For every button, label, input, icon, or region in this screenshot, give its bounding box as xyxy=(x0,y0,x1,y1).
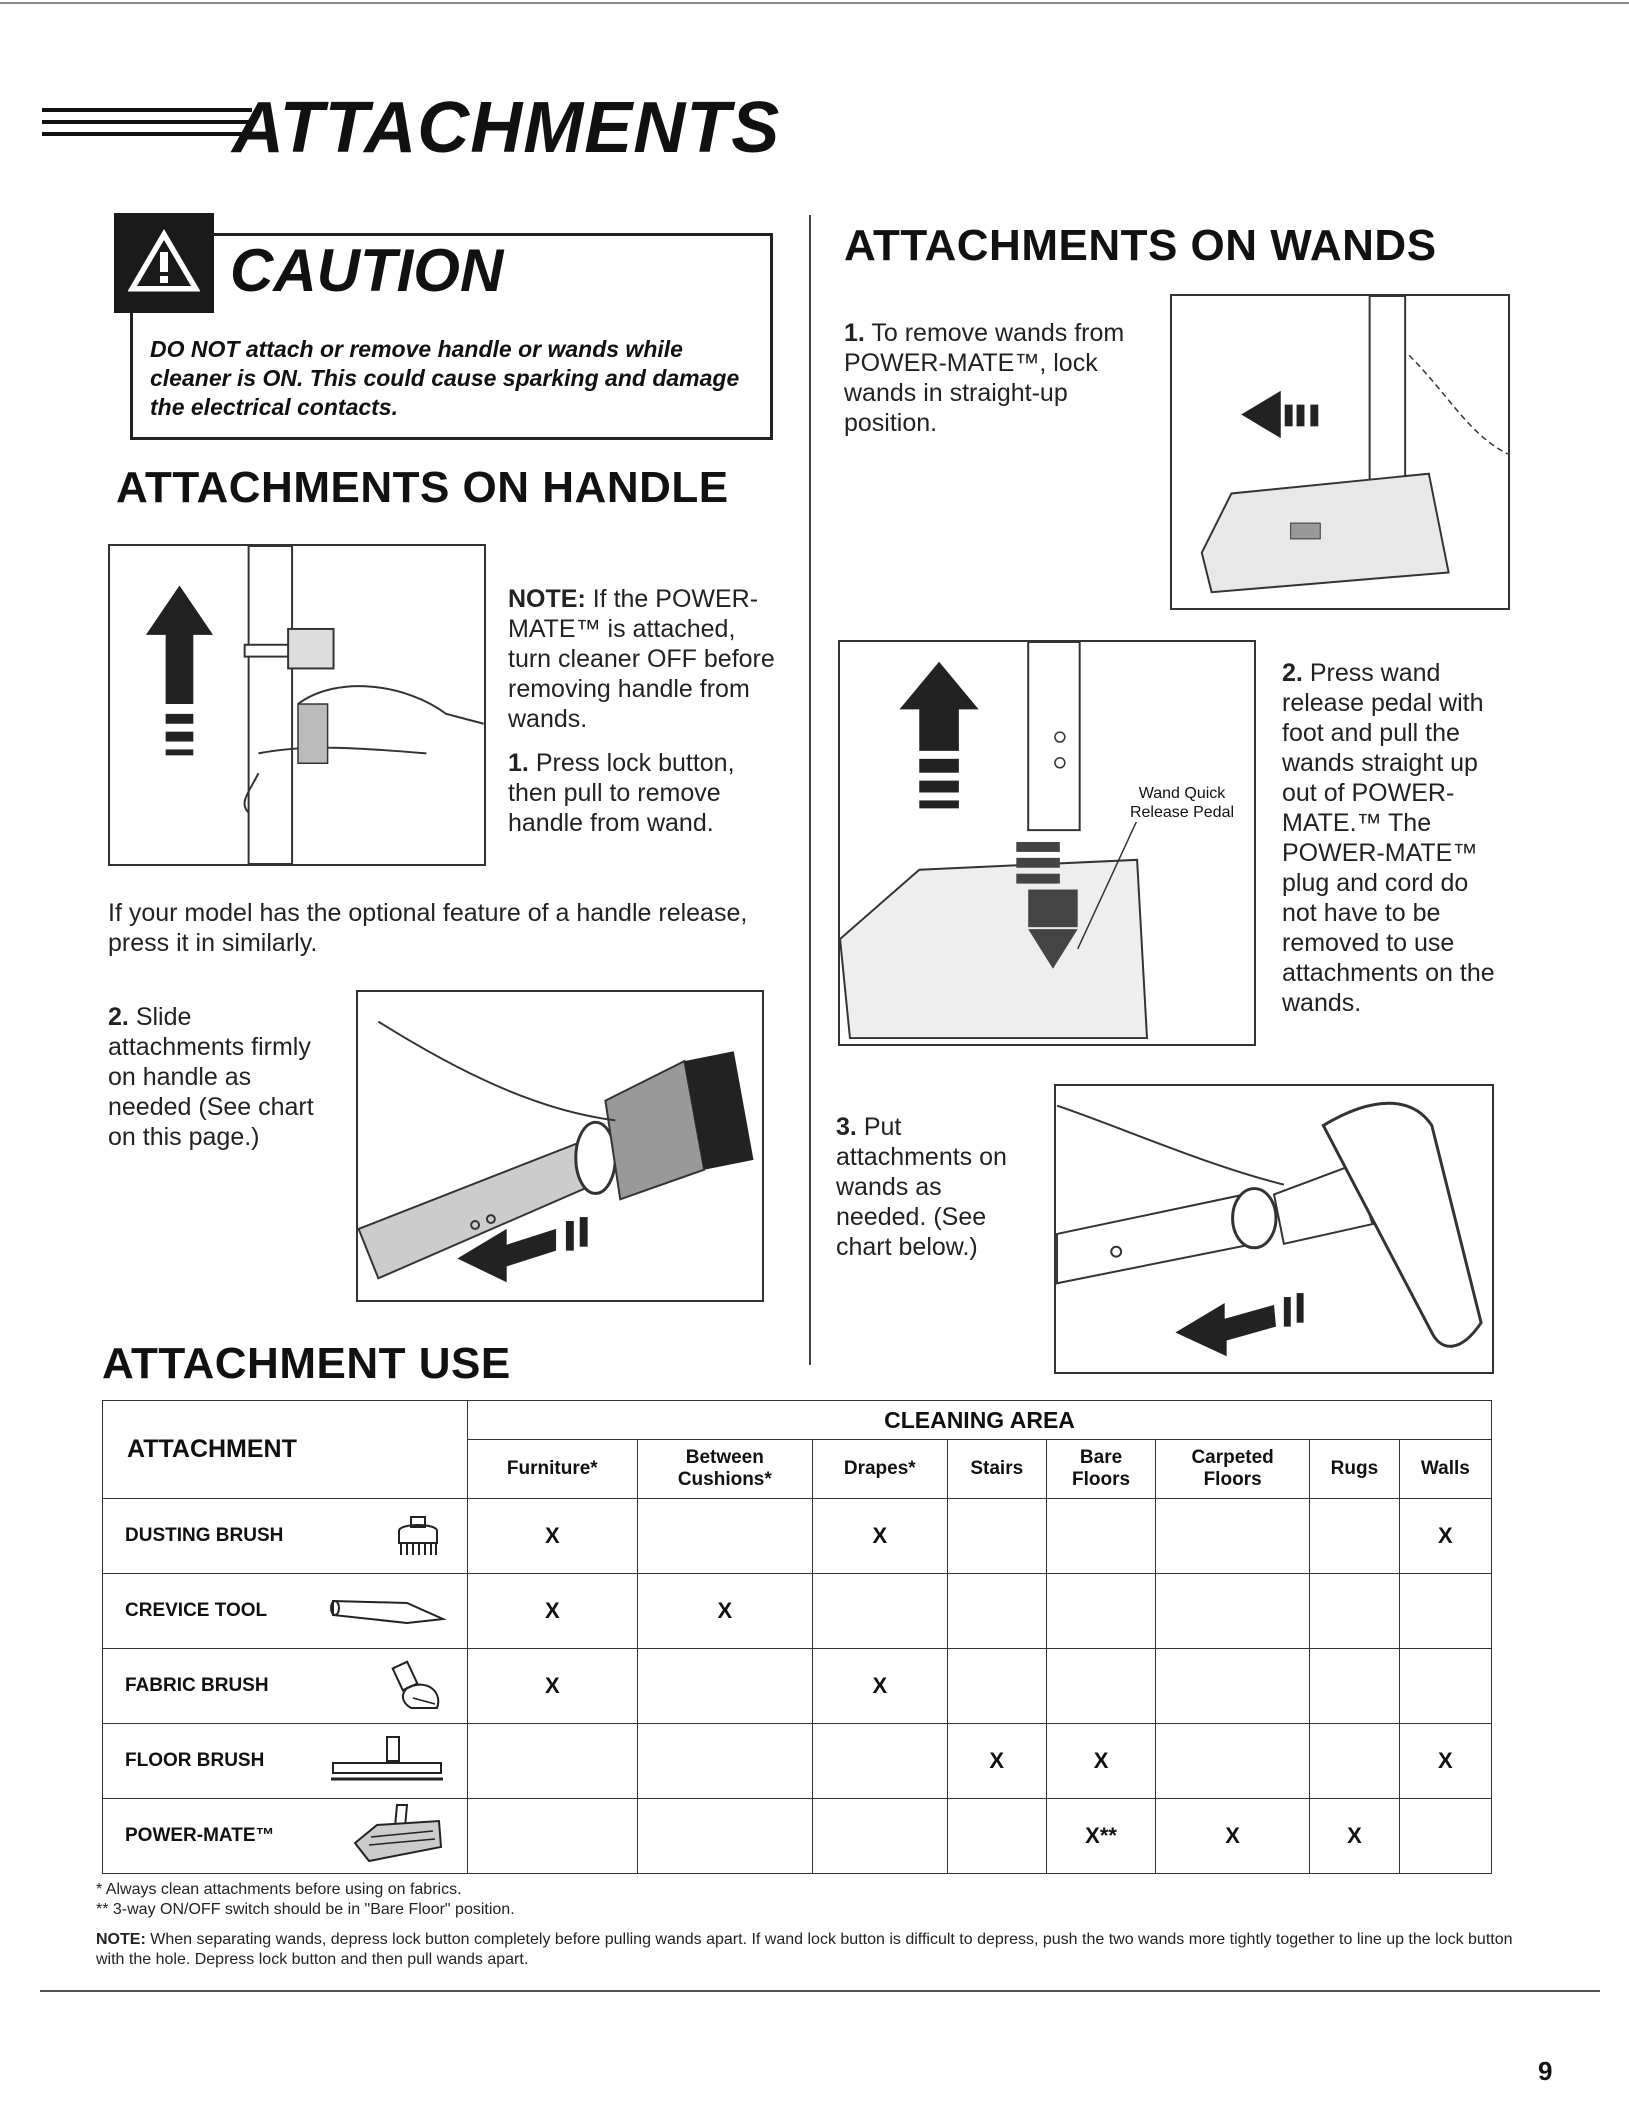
handle-note-text: If the POWER-MATE™ is attached, turn cleaner OFF before removing handle from wands. xyxy=(508,585,775,733)
pedal-label-line-2: Release Pedal xyxy=(1129,804,1235,821)
row-label: DUSTING BRUSH xyxy=(103,1499,468,1574)
table-cell xyxy=(1156,1499,1310,1574)
table-cell xyxy=(468,1799,638,1874)
row-label: CREVICE TOOL xyxy=(103,1574,468,1649)
table-cell: X xyxy=(1046,1724,1155,1799)
wands-step-2-text: Press wand release pedal with foot and pull the wands straight up out of POWER-MATE.™ The POWER-MATE™ plug and cord do not have to be removed to use attachments on the wands. xyxy=(1282,659,1495,1017)
column-divider xyxy=(809,215,811,1365)
table-row xyxy=(103,1724,1492,1799)
attachment-column-header: ATTACHMENT xyxy=(103,1401,468,1499)
page-title: ATTACHMENTS xyxy=(232,88,781,168)
handle-note xyxy=(508,584,778,734)
table-cell xyxy=(468,1724,638,1799)
title-speed-lines xyxy=(42,104,252,144)
handle-step-2-num: 2. xyxy=(108,1003,129,1031)
table-cell xyxy=(947,1649,1046,1724)
table-cell: X xyxy=(1399,1499,1491,1574)
handle-step-2 xyxy=(108,1002,318,1152)
handle-step-1-text: Press lock button, then pull to remove handle from wand. xyxy=(508,749,735,837)
dusting-brush-icon xyxy=(389,1513,447,1559)
row-label: POWER-MATE™ xyxy=(103,1799,468,1874)
table-cell: X xyxy=(468,1499,638,1574)
table-cell: X xyxy=(1156,1799,1310,1874)
up-arrow-icon xyxy=(899,662,978,751)
footnote-note-label: NOTE: xyxy=(96,1931,146,1948)
table-cell: X xyxy=(637,1574,812,1649)
use-section-heading: ATTACHMENT USE xyxy=(102,1339,511,1388)
power-mate-icon xyxy=(347,1803,447,1869)
wands-step-1-text: To remove wands from POWER-MATE™, lock wands in straight-up position. xyxy=(844,319,1125,437)
floor-brush-icon xyxy=(327,1733,447,1789)
table-cell xyxy=(1310,1574,1400,1649)
footnote-note-text: When separating wands, depress lock button completely before pulling wands apart. If wand lock button is difficult to depress, push the two wands more tightly together to line up the lock button with the hole. Depress lock button and then pull wands apart. xyxy=(96,1931,1513,1968)
column-header: Furniture* xyxy=(468,1440,638,1499)
left-arrow-icon xyxy=(1175,1303,1276,1356)
table-cell xyxy=(947,1574,1046,1649)
table-cell: X xyxy=(1310,1799,1400,1874)
wands-step-3-text: Put attachments on wands as needed. (See chart below.) xyxy=(836,1113,1007,1261)
table-cell xyxy=(947,1499,1046,1574)
table-cell xyxy=(1310,1499,1400,1574)
table-cell: X xyxy=(813,1649,948,1724)
table-cell xyxy=(637,1649,812,1724)
caution-text: DO NOT attach or remove handle or wands while cleaner is ON. This could cause sparking and damage the electrical contacts. xyxy=(150,336,740,420)
pedal-label-line-1: Wand Quick xyxy=(1138,785,1226,802)
wands-step-3 xyxy=(836,1112,1036,1262)
table-cell: X xyxy=(813,1499,948,1574)
table-cell xyxy=(1399,1649,1491,1724)
caution-title: CAUTION xyxy=(230,237,504,304)
dusting-brush-on-handle-illustration xyxy=(356,990,764,1302)
handle-removal-illustration xyxy=(108,544,486,866)
table-cell xyxy=(1046,1649,1155,1724)
table-cell xyxy=(637,1799,812,1874)
row-label: FABRIC BRUSH xyxy=(103,1649,468,1724)
column-header: Between Cushions* xyxy=(637,1440,812,1499)
table-cell xyxy=(813,1799,948,1874)
column-header: Bare Floors xyxy=(1046,1440,1155,1499)
column-header: Drapes* xyxy=(813,1440,948,1499)
footnote-asterisk-1: * Always clean attachments before using on fabrics. xyxy=(96,1881,462,1898)
row-label: FLOOR BRUSH xyxy=(103,1724,468,1799)
page-number: 9 xyxy=(1538,2056,1553,2086)
wands-step-2 xyxy=(1282,658,1502,1018)
table-cell xyxy=(1046,1574,1155,1649)
table-cell xyxy=(1156,1649,1310,1724)
column-header: Carpeted Floors xyxy=(1156,1440,1310,1499)
wands-step-3-num: 3. xyxy=(836,1113,857,1141)
table-cell xyxy=(1156,1574,1310,1649)
handle-note-label: NOTE: xyxy=(508,585,586,613)
footnote-note xyxy=(96,1930,1516,1970)
wands-lock-illustration xyxy=(1170,294,1510,610)
table-row xyxy=(103,1649,1492,1724)
table-cell xyxy=(1399,1799,1491,1874)
footnotes xyxy=(96,1880,1516,1970)
table-cell xyxy=(1310,1724,1400,1799)
handle-step-1 xyxy=(508,748,778,838)
wands-step-1 xyxy=(844,318,1144,438)
up-arrow-icon xyxy=(146,586,213,705)
table-row xyxy=(103,1574,1492,1649)
wand-release-pedal-label xyxy=(1112,784,1252,822)
table-cell xyxy=(1310,1649,1400,1724)
left-arrow-icon xyxy=(1241,391,1280,438)
wands-step-2-num: 2. xyxy=(1282,659,1303,687)
table-cell xyxy=(1156,1724,1310,1799)
handle-step-1-num: 1. xyxy=(508,749,529,777)
table-cell: X xyxy=(468,1574,638,1649)
handle-step-2-text: Slide attachments firmly on handle as needed (See chart on this page.) xyxy=(108,1003,314,1151)
table-cell: X xyxy=(947,1724,1046,1799)
table-cell xyxy=(947,1799,1046,1874)
attachment-use-table xyxy=(102,1400,1492,1874)
table-row xyxy=(103,1799,1492,1874)
fabric-brush-icon xyxy=(377,1658,447,1714)
table-cell xyxy=(1399,1574,1491,1649)
table-row xyxy=(103,1499,1492,1574)
column-header: Rugs xyxy=(1310,1440,1400,1499)
cleaning-area-header: CLEANING AREA xyxy=(468,1401,1492,1440)
wands-section-heading: ATTACHMENTS ON WANDS xyxy=(844,221,1437,270)
handle-section-heading: ATTACHMENTS ON HANDLE xyxy=(116,463,729,512)
column-header: Walls xyxy=(1399,1440,1491,1499)
table-cell xyxy=(813,1724,948,1799)
table-cell xyxy=(637,1499,812,1574)
table-cell: X** xyxy=(1046,1799,1155,1874)
table-cell: X xyxy=(468,1649,638,1724)
wands-step-1-num: 1. xyxy=(844,319,865,347)
table-cell xyxy=(637,1724,812,1799)
bottom-rule xyxy=(40,1990,1600,1992)
top-rule xyxy=(0,2,1629,4)
footnote-asterisk-2: ** 3-way ON/OFF switch should be in "Bare Floor" position. xyxy=(96,1901,515,1918)
table-cell: X xyxy=(1399,1724,1491,1799)
wand-release-pedal-illustration xyxy=(838,640,1256,1046)
table-cell xyxy=(1046,1499,1155,1574)
table-cell xyxy=(813,1574,948,1649)
column-header: Stairs xyxy=(947,1440,1046,1499)
warning-triangle-icon xyxy=(128,228,200,292)
crevice-tool-icon xyxy=(327,1593,447,1629)
handle-release-text: If your model has the optional feature of a handle release, press it in similarly. xyxy=(108,899,748,957)
floor-brush-on-wand-illustration xyxy=(1054,1084,1494,1374)
